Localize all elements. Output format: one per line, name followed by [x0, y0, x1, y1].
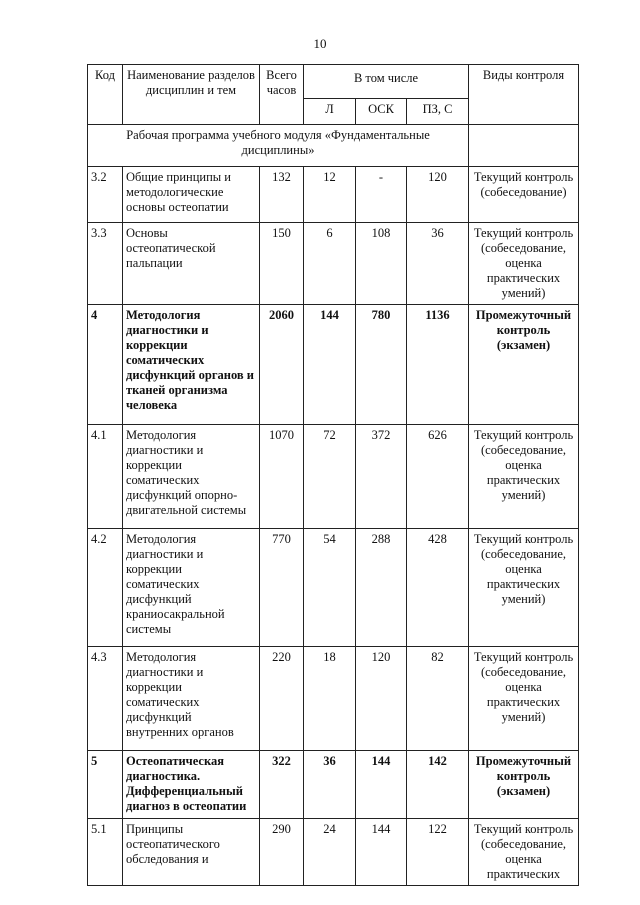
row-code: 3.2 [88, 167, 123, 223]
row-code: 3.3 [88, 223, 123, 305]
row-name: Принципы остеопатического обследования и [123, 819, 260, 886]
row-name: Методология диагностики и коррекции соматических дисфункций опорно-двигательной системы [123, 425, 260, 529]
row-control: Текущий контроль (собеседование) [469, 167, 579, 223]
table-row [88, 167, 579, 223]
row-control: Промежуточный контроль (экзамен) [469, 305, 579, 425]
row-control: Промежуточный контроль (экзамен) [469, 751, 579, 819]
row-l: 18 [304, 647, 356, 751]
row-code: 4.3 [88, 647, 123, 751]
row-code: 5 [88, 751, 123, 819]
row-osk: 108 [356, 223, 407, 305]
row-total: 290 [260, 819, 304, 886]
row-l: 12 [304, 167, 356, 223]
row-control: Текущий контроль (собеседование, оценка практических умений) [469, 529, 579, 647]
row-pz: 626 [407, 425, 469, 529]
row-name: Основы остеопатической пальпации [123, 223, 260, 305]
row-osk: 780 [356, 305, 407, 425]
header-total: Всего часов [260, 65, 304, 125]
row-l: 24 [304, 819, 356, 886]
header-including: В том числе [304, 65, 469, 99]
table-row [88, 223, 579, 305]
row-pz: 36 [407, 223, 469, 305]
table-row [88, 305, 579, 425]
section-title: Рабочая программа учебного модуля «Фундаментальные дисциплины» [88, 125, 469, 167]
row-control: Текущий контроль (собеседование, оценка практических умений) [469, 647, 579, 751]
row-pz: 1136 [407, 305, 469, 425]
row-name: Общие принципы и методологические основы остеопатии [123, 167, 260, 223]
table-row [88, 529, 579, 647]
row-total: 1070 [260, 425, 304, 529]
row-pz: 82 [407, 647, 469, 751]
row-pz: 142 [407, 751, 469, 819]
row-l: 72 [304, 425, 356, 529]
table-row [88, 425, 579, 529]
row-total: 2060 [260, 305, 304, 425]
row-pz: 122 [407, 819, 469, 886]
curriculum-table [87, 64, 579, 886]
row-l: 6 [304, 223, 356, 305]
row-code: 4.1 [88, 425, 123, 529]
row-osk: 120 [356, 647, 407, 751]
row-control: Текущий контроль (собеседование, оценка практических [469, 819, 579, 886]
row-osk: 144 [356, 819, 407, 886]
row-total: 150 [260, 223, 304, 305]
row-osk: 288 [356, 529, 407, 647]
row-osk: 372 [356, 425, 407, 529]
header-pz: ПЗ, С [407, 99, 469, 125]
row-pz: 428 [407, 529, 469, 647]
row-l: 54 [304, 529, 356, 647]
header-control: Виды контроля [469, 65, 579, 125]
page-number: 10 [313, 36, 327, 51]
row-osk: 144 [356, 751, 407, 819]
row-total: 132 [260, 167, 304, 223]
row-code: 4.2 [88, 529, 123, 647]
section-empty-cell [469, 125, 579, 167]
row-code: 5.1 [88, 819, 123, 886]
header-l: Л [304, 99, 356, 125]
table-row [88, 647, 579, 751]
row-pz: 120 [407, 167, 469, 223]
row-code: 4 [88, 305, 123, 425]
header-code: Код [88, 65, 123, 125]
row-control: Текущий контроль (собеседование, оценка практических умений) [469, 425, 579, 529]
row-l: 144 [304, 305, 356, 425]
row-total: 322 [260, 751, 304, 819]
row-name: Методология диагностики и коррекции соматических дисфункций краниосакральной системы [123, 529, 260, 647]
row-name: Методология диагностики и коррекции соматических дисфункций внутренних органов [123, 647, 260, 751]
row-name: Методология диагностики и коррекции соматических дисфункций органов и тканей организма человека [123, 305, 260, 425]
row-total: 770 [260, 529, 304, 647]
row-total: 220 [260, 647, 304, 751]
header-osk: ОСК [356, 99, 407, 125]
table-row [88, 819, 579, 886]
row-l: 36 [304, 751, 356, 819]
row-osk: - [356, 167, 407, 223]
header-name: Наименование разделов дисциплин и тем [123, 65, 260, 125]
row-name: Остеопатическая диагностика. Дифференциальный диагноз в остеопатии [123, 751, 260, 819]
table-row [88, 751, 579, 819]
row-control: Текущий контроль (собеседование, оценка практических умений) [469, 223, 579, 305]
